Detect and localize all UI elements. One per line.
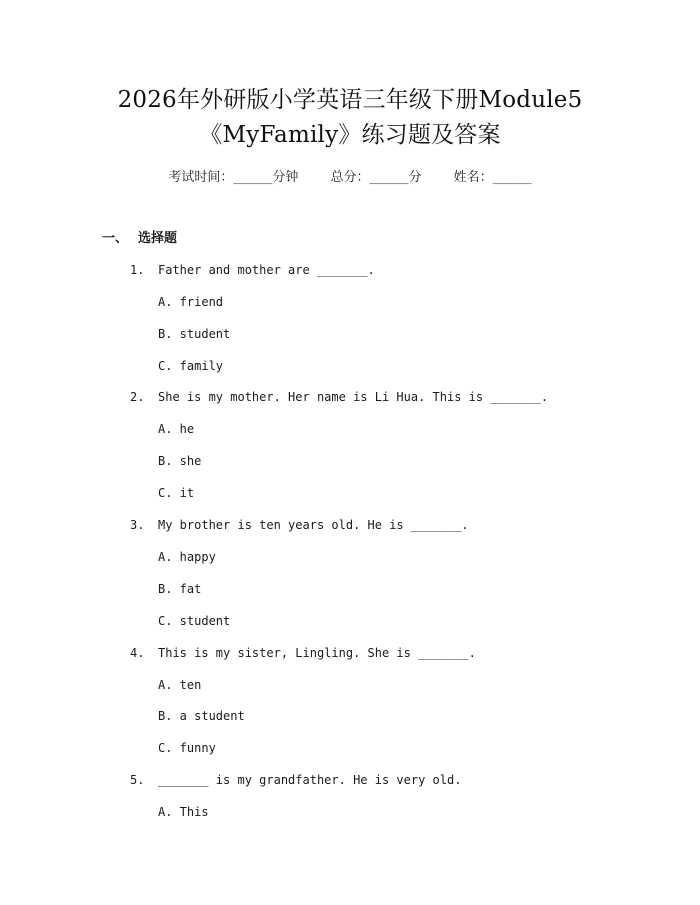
question-option: A. he (158, 422, 195, 436)
question-option: C. student (158, 614, 231, 628)
exam-total-score: 总分：______分 (330, 170, 422, 185)
question-text: This is my sister, Lingling. She is _______. (158, 646, 476, 660)
question-option: C. it (158, 486, 195, 500)
exam-time: 考试时间：______分钟 (168, 170, 299, 185)
question-option: A. ten (158, 678, 202, 692)
section-number: 一、 (102, 231, 129, 246)
exam-info-bar (0, 168, 700, 188)
question-number: 3. (130, 518, 145, 532)
question-number: 2. (130, 390, 145, 404)
question-number: 1. (130, 263, 145, 277)
document-title-line-2: 《MyFamily》练习题及答案 (199, 122, 501, 148)
question-option: B. she (158, 454, 202, 468)
exam-student-name: 姓名：______ (453, 170, 532, 185)
question-option: B. student (158, 327, 231, 341)
question-text: Father and mother are _______. (158, 263, 375, 277)
question-number: 5. (130, 773, 145, 787)
question-option: A. This (158, 805, 209, 819)
question-option: B. fat (158, 582, 202, 596)
section-title: 选择题 (138, 231, 178, 246)
question-text: _______ is my grandfather. He is very old. (158, 773, 462, 787)
question-option: C. family (158, 359, 224, 373)
question-option: A. friend (158, 295, 224, 309)
question-option: B. a student (158, 709, 245, 723)
section-heading (102, 229, 177, 249)
question-option: C. funny (158, 741, 216, 755)
document-title-line-1: 2026年外研版小学英语三年级下册Module5 (117, 87, 583, 113)
question-text: She is my mother. Her name is Li Hua. This is _______. (158, 390, 549, 404)
question-text: My brother is ten years old. He is _______. (158, 518, 469, 532)
question-option: A. happy (158, 550, 216, 564)
question-number: 4. (130, 646, 145, 660)
